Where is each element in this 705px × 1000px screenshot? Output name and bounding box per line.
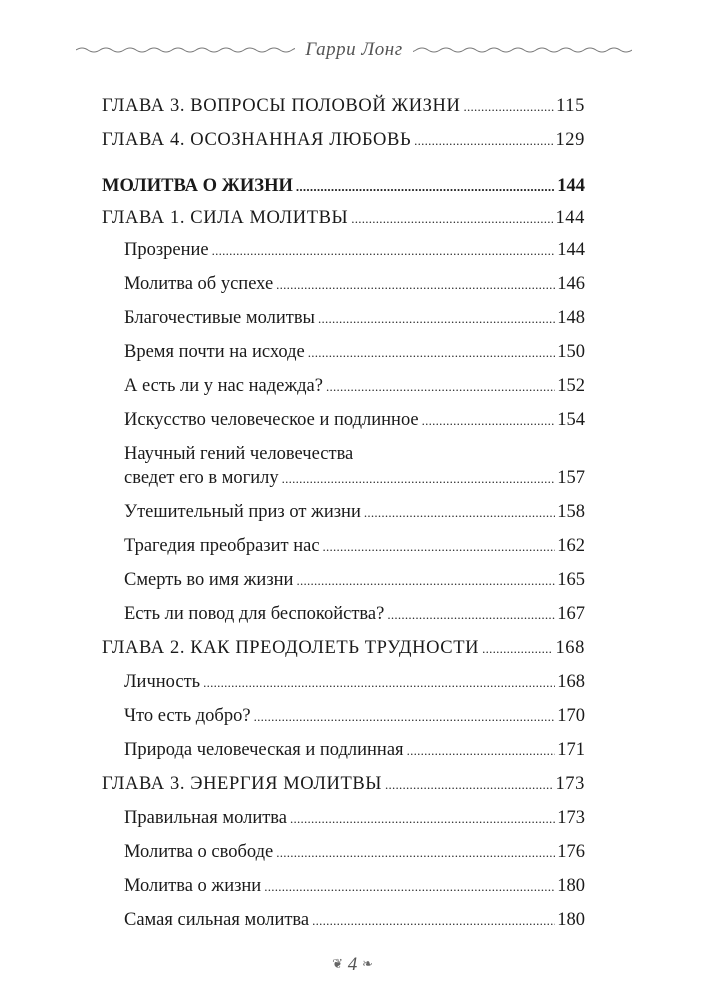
- toc-chapter-entry[interactable]: [102, 772, 585, 797]
- toc-section-entry[interactable]: [124, 806, 585, 831]
- dot-leader: [276, 841, 555, 865]
- toc-entry-title: Есть ли повод для беспокойства?: [124, 604, 385, 624]
- toc-entry-page-number: 173: [557, 808, 585, 828]
- toc-entry-page-number: 146: [557, 274, 585, 294]
- toc-entry-title: А есть ли у нас надежда?: [124, 376, 323, 396]
- left-flourish-icon: ❦: [332, 956, 343, 971]
- toc-entry-title: Правильная молитва: [124, 808, 288, 828]
- toc-entry-page-number: 150: [557, 342, 585, 362]
- toc-entry-title: Личность: [124, 672, 201, 692]
- toc-section-entry[interactable]: [124, 874, 585, 899]
- toc-entry-title: ГЛАВА 1. СИЛА МОЛИТВЫ: [102, 208, 349, 228]
- dot-leader: [463, 95, 554, 119]
- toc-section-entry[interactable]: [124, 602, 585, 627]
- toc-entry-page-number: 168: [557, 672, 585, 692]
- dot-leader: [351, 207, 553, 231]
- dot-leader: [482, 637, 553, 661]
- toc-section-entry[interactable]: [124, 738, 585, 763]
- toc-entry-page-number: 148: [557, 308, 585, 328]
- dot-leader: [364, 501, 555, 525]
- page-footer: [0, 954, 705, 976]
- toc-entry-title: Молитва о свободе: [124, 842, 274, 862]
- dot-leader: [385, 773, 553, 797]
- toc-entry-title: Утешительный приз от жизни: [124, 502, 361, 522]
- toc-entry-page-number: 173: [555, 774, 585, 794]
- toc-entry-page-number: 152: [557, 376, 585, 396]
- toc-section-entry[interactable]: [124, 534, 585, 559]
- dot-leader: [276, 273, 555, 297]
- toc-entry-title: Трагедия преобразит нас: [124, 536, 320, 556]
- dot-leader: [264, 875, 555, 899]
- dot-leader: [290, 807, 555, 831]
- toc-entry-title: МОЛИТВА О ЖИЗНИ: [102, 176, 293, 196]
- dot-leader: [203, 671, 555, 695]
- page-number: 4: [347, 954, 358, 975]
- toc-section-entry[interactable]: [124, 908, 585, 933]
- toc-entry-title: Молитва о жизни: [124, 876, 262, 896]
- dot-leader: [326, 375, 555, 399]
- toc-entry-title: Что есть добро?: [124, 706, 251, 726]
- toc-section-entry[interactable]: [124, 238, 585, 263]
- dot-leader: [282, 467, 556, 491]
- dot-leader: [422, 409, 556, 433]
- toc-section-entry[interactable]: [124, 306, 585, 331]
- toc-entry-title: Самая сильная молитва: [124, 910, 310, 930]
- toc-entry-page-number: 144: [557, 240, 585, 260]
- toc-entry-page-number: 129: [555, 130, 585, 150]
- toc-section-entry[interactable]: [124, 840, 585, 865]
- dot-leader: [296, 569, 555, 593]
- toc-chapter-entry[interactable]: [102, 206, 585, 231]
- toc-section-entry[interactable]: [124, 374, 585, 399]
- toc-entry-page-number: 144: [557, 176, 585, 196]
- toc-section-entry[interactable]: [124, 568, 585, 593]
- toc-entry-page-number: 171: [557, 740, 585, 760]
- toc-entry-page-number: 167: [557, 604, 585, 624]
- toc-entry-title: Смерть во имя жизни: [124, 570, 294, 590]
- toc-entry-title: Благочестивые молитвы: [124, 308, 315, 328]
- toc-entry-page-number: 165: [557, 570, 585, 590]
- dot-leader: [312, 909, 555, 933]
- toc-entry-title: Прозрение: [124, 240, 209, 260]
- toc-entry-title: ГЛАВА 3. ВОПРОСЫ ПОЛОВОЙ ЖИЗНИ: [102, 96, 461, 116]
- toc-entry-page-number: 170: [557, 706, 585, 726]
- toc-entry-page-number: 180: [557, 876, 585, 896]
- toc-entry-page-number: 168: [555, 638, 585, 658]
- dot-leader: [212, 239, 556, 263]
- toc-section-entry[interactable]: [124, 408, 585, 433]
- toc-chapter-entry[interactable]: [102, 128, 585, 153]
- right-flourish-icon: ❧: [362, 956, 373, 971]
- toc-chapter-entry[interactable]: [102, 636, 585, 661]
- toc-section-entry[interactable]: [124, 704, 585, 729]
- dot-leader: [318, 307, 555, 331]
- toc-entry-page-number: 115: [556, 96, 585, 116]
- dot-leader: [254, 705, 556, 729]
- dot-leader: [308, 341, 556, 365]
- toc-entry-page-number: 144: [555, 208, 585, 228]
- author-name: Гарри Лонг: [295, 39, 412, 60]
- toc-entry-title: Время почти на исходе: [124, 342, 305, 362]
- toc-entry-page-number: 162: [557, 536, 585, 556]
- toc-chapter-entry[interactable]: [102, 94, 585, 119]
- toc-entry-title: сведет его в могилу: [124, 468, 279, 488]
- toc-section-entry[interactable]: [124, 670, 585, 695]
- toc-entry-page-number: 154: [557, 410, 585, 430]
- toc-entry-page-number: 158: [557, 502, 585, 522]
- toc-entry-page-number: 180: [557, 910, 585, 930]
- running-header: [76, 36, 632, 64]
- dot-leader: [387, 603, 555, 627]
- toc-entry-page-number: 176: [557, 842, 585, 862]
- toc-entry-title: ГЛАВА 4. ОСОЗНАННАЯ ЛЮБОВЬ: [102, 130, 412, 150]
- dot-leader: [296, 175, 555, 199]
- toc-entry-title: Искусство человеческое и подлинное: [124, 410, 419, 430]
- toc-entry-title: ГЛАВА 3. ЭНЕРГИЯ МОЛИТВЫ: [102, 774, 383, 794]
- dot-leader: [407, 739, 556, 763]
- dot-leader: [323, 535, 556, 559]
- toc-entry-title: Природа человеческая и подлинная: [124, 740, 404, 760]
- toc-section-entry[interactable]: [124, 340, 585, 365]
- toc-entry-title: Молитва об успехе: [124, 274, 274, 294]
- toc-section-entry[interactable]: [124, 466, 585, 491]
- toc-part-entry[interactable]: [102, 174, 585, 199]
- toc-section-entry[interactable]: [124, 272, 585, 297]
- toc-section-entry[interactable]: [124, 500, 585, 525]
- toc-entry-title: ГЛАВА 2. КАК ПРЕОДОЛЕТЬ ТРУДНОСТИ: [102, 638, 480, 658]
- toc-entry-page-number: 157: [557, 468, 585, 488]
- toc-entry-label-line1: Научный гений человечества: [124, 444, 354, 464]
- dot-leader: [414, 129, 553, 153]
